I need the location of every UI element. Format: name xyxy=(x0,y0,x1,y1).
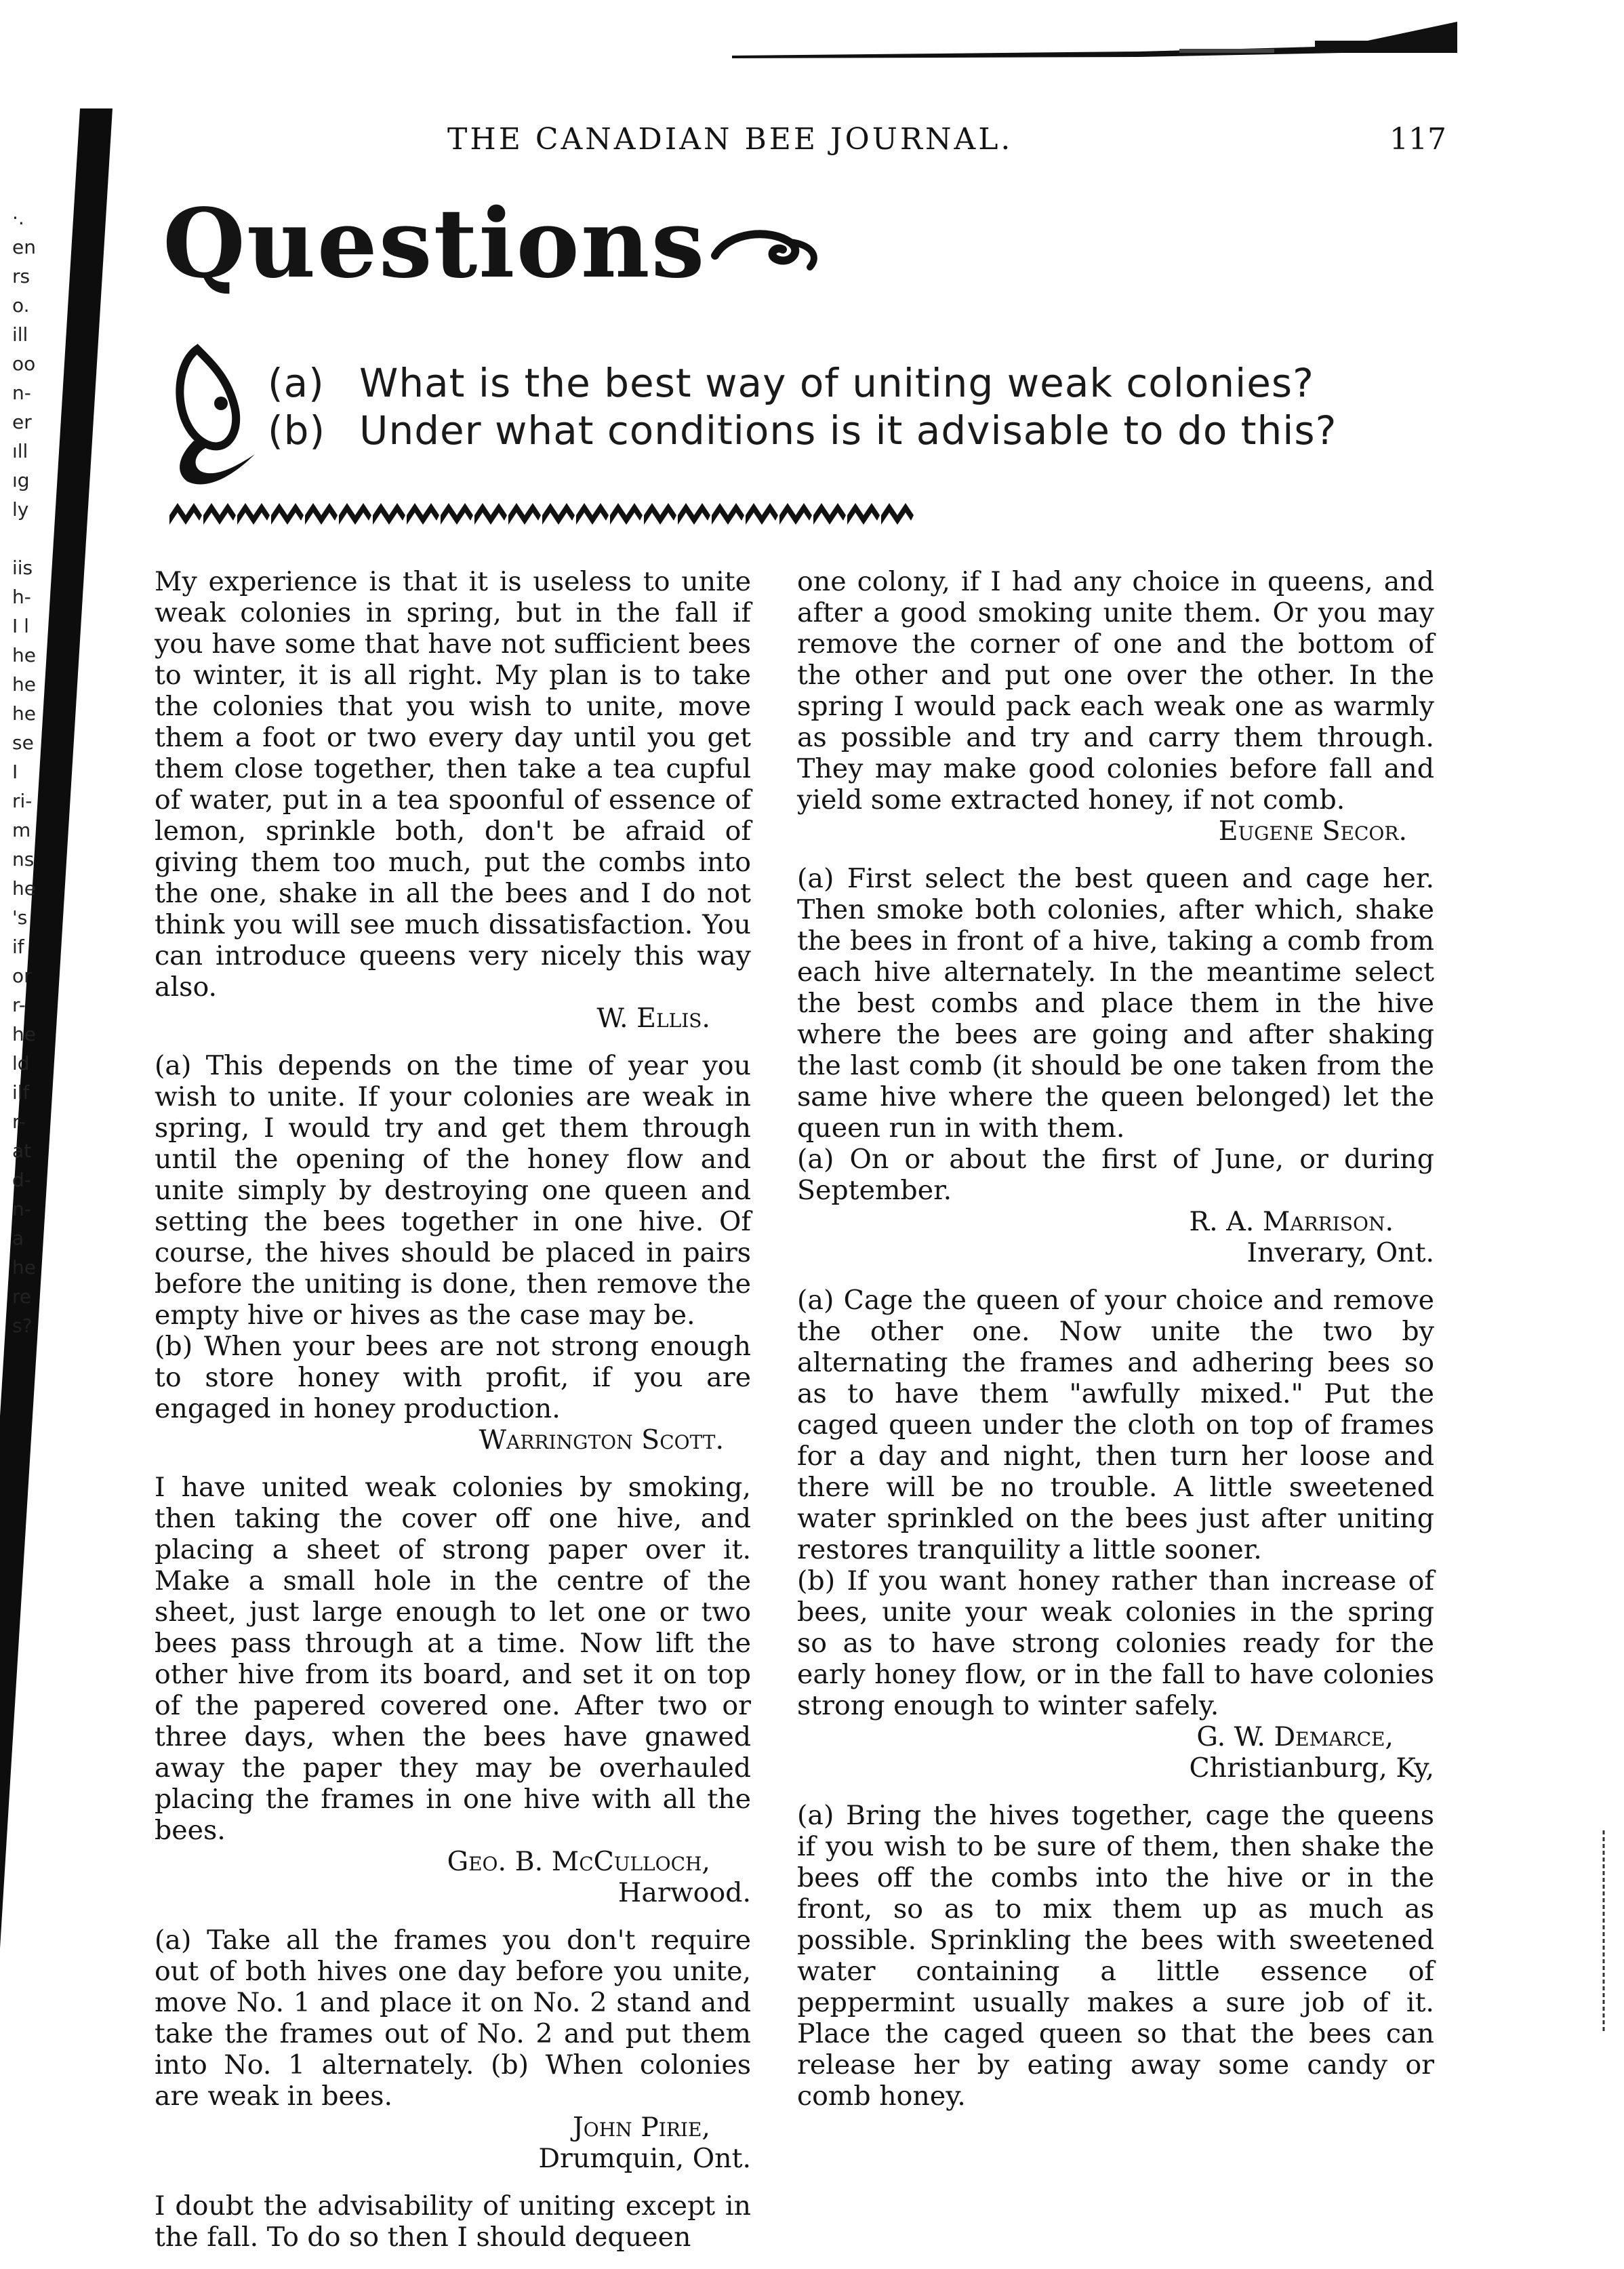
right-column xyxy=(797,566,1434,2128)
signature-mcculloch: Geo. B. McCulloch, xyxy=(447,1846,710,1877)
margin-fragment: ri- xyxy=(12,790,33,812)
margin-fragment: ilf xyxy=(12,1081,30,1104)
signature-ellis: W. Ellis. xyxy=(596,1003,710,1034)
margin-fragment: ns xyxy=(12,848,35,870)
margin-fragment: I xyxy=(12,761,18,783)
margin-fragment: n- xyxy=(12,382,31,404)
place-demarce: Christianburg, Ky, xyxy=(1189,1752,1434,1784)
signature-demarce: G. W. Demarce, xyxy=(1196,1721,1394,1752)
margin-fragments xyxy=(0,203,75,1356)
margin-fragment: a xyxy=(12,1227,24,1249)
margin-fragment: ill xyxy=(12,323,28,346)
margin-fragment: he xyxy=(12,1256,36,1279)
signature-pirie: John Pirie, xyxy=(572,2112,710,2143)
signature-scott: Warrington Scott. xyxy=(479,1424,724,1455)
margin-fragment: oo xyxy=(12,353,36,375)
place-pirie: Drumquin, Ont. xyxy=(538,2143,751,2174)
question-block xyxy=(268,359,1337,454)
place-mcculloch: Harwood. xyxy=(617,1877,751,1908)
signature-secor: Eugene Secor. xyxy=(1218,816,1407,847)
answer-scott-b: (b) When your bees are not strong enough to store honey with profit, if you are engaged in honey production. xyxy=(155,1331,751,1424)
margin-fragment: ıll xyxy=(12,440,28,462)
question-b xyxy=(268,407,1337,454)
answer-secor-cont: one colony, if I had any choice in queens, and after a good smoking unite them. Or you may remove the corner of one and the bottom of the other and put one over the other. In the spring I would pack each weak one as warmly as possible and try and carry them through. They may make good colonies before fall and yield some extracted honey, if not comb. xyxy=(797,566,1434,816)
margin-fragment: r- xyxy=(12,994,26,1016)
question-b-text: Under what conditions is it advisable to do this? xyxy=(359,407,1337,454)
margin-fragment: er xyxy=(12,411,32,433)
margin-fragment: he xyxy=(12,644,36,666)
scan-edge-marks xyxy=(1600,1830,1608,2034)
answer-demarce-b: (b) If you want honey rather than increase of bees, unite your weak colonies in the spring so as to have strong colonies ready for the early honey flow, or in the fall to have colonies strong enough to winter safely. xyxy=(797,1565,1434,1721)
margin-fragment: ıg xyxy=(12,469,30,491)
place-marrison: Inverary, Ont. xyxy=(1246,1237,1434,1268)
margin-fragment: at xyxy=(12,1140,32,1162)
answer-marrison-b: (a) On or about the first of June, or during September. xyxy=(797,1144,1434,1206)
margin-fragment: ly xyxy=(12,498,29,521)
margin-fragment: if xyxy=(12,936,24,958)
margin-fragment: ·. xyxy=(12,207,24,229)
answer-ellis: My experience is that it is useless to unite weak colonies in spring, but in the fall if you have some that have not sufficient bees to winter, it is all right. My plan is to take the colonies that you wish to unite, move them a foot or two every day until you get them close together, then take a tea cupful of water, put in a tea spoonful of essence of lemon, sprinkle both, don't be afraid of giving them too much, put the combs into the one, shake in all the bees and I do not think you will see much dissatisfaction. You can introduce queens very nicely this way also. xyxy=(155,566,751,1003)
margin-fragment xyxy=(0,524,75,553)
left-column xyxy=(155,566,751,2269)
running-head: THE CANADIAN BEE JOURNAL. xyxy=(447,122,1013,157)
curl-flourish-icon xyxy=(708,225,824,279)
answer-unsigned: (a) Bring the hives together, cage the queens if you wish to be sure of them, then shake the bees off the combs into the hive or in the front, so as to mix them up as much as possible. Sprinkling the bees with sweetened water containing a little essence of peppermint usually makes a sure job of it. Place the caged queen so that the bees can release her by eating away some candy or comb honey. xyxy=(797,1800,1434,2112)
zigzag-border-icon xyxy=(163,495,922,529)
margin-fragment: ld xyxy=(12,1052,30,1075)
question-b-tag: (b) xyxy=(268,407,326,454)
margin-fragment: or xyxy=(12,965,32,987)
margin-fragment: re xyxy=(12,1285,32,1308)
section-title-text: Questions xyxy=(163,188,706,300)
margin-fragment: he xyxy=(12,877,36,900)
answer-secor-start: I doubt the advisability of uniting except in the fall. To do so then I should dequeen xyxy=(155,2190,751,2253)
top-scan-rule xyxy=(732,22,1457,62)
margin-fragment: h- xyxy=(12,586,31,608)
margin-fragment: he xyxy=(12,673,36,696)
margin-fragment: n- xyxy=(12,1198,31,1220)
margin-fragment: r- xyxy=(12,1110,26,1133)
question-a xyxy=(268,359,1337,407)
margin-fragment: o. xyxy=(12,294,30,317)
answer-mcculloch: I have united weak colonies by smoking, then taking the cover off one hive, and placing a sheet of strong paper over it. Make a small hole in the centre of the sheet, just large enough to let one or two bees pass through at a time. Now lift the other hive from its board, and set it on top of the papered covered one. After two or three days, when the bees have gnawed away the paper they may be overhauled placing the frames in one hive with all the bees. xyxy=(155,1472,751,1846)
answer-pirie: (a) Take all the frames you don't require out of both hives one day before you unite, move No. 1 and place it on No. 2 stand and take the frames out of No. 2 and put them into No. 1 alternately. (b) When colonies are weak in bees. xyxy=(155,1925,751,2112)
margin-fragment: rs xyxy=(12,265,31,287)
answer-marrison: (a) First select the best queen and cage her. Then smoke both colonies, after which, shake the bees in front of a hive, taking a comb from each hive alternately. In the meantime select the best combs and place them in the hive where the bees are going and after shaking the last comb (it should be one taken from the same hive where the queen belonged) let the queen run in with them. xyxy=(797,863,1434,1144)
margin-fragment: I l xyxy=(12,615,29,637)
answer-demarce-a: (a) Cage the queen of your choice and remove the other one. Now unite the two by alternating the frames and adhering bees so as to have them "awfully mixed." Put the caged queen under the cloth on top of frames for a day and night, then turn her loose and there will be no trouble. A little sweetened water sprinkled on the bees just after uniting restores tranquility a little sooner. xyxy=(797,1285,1434,1565)
answer-scott-a: (a) This depends on the time of year you wish to unite. If your colonies are weak in spring, I would try and get them through until the opening of the honey flow and unite simply by destroying one queen and setting the bees together in one hive. Of course, the hives should be placed in pairs before the uniting is done, then remove the empty hive or hives as the case may be. xyxy=(155,1050,751,1331)
margin-fragment: 's xyxy=(12,906,28,929)
margin-fragment: m xyxy=(12,819,31,841)
decorative-q-initial xyxy=(160,339,262,488)
section-title xyxy=(163,188,824,300)
page-number: 117 xyxy=(1389,122,1446,157)
margin-fragment: s? xyxy=(12,1314,33,1337)
question-a-tag: (a) xyxy=(268,360,325,406)
margin-fragment: se xyxy=(12,731,34,754)
signature-marrison: R. A. Marrison. xyxy=(1189,1206,1394,1237)
margin-fragment: he xyxy=(12,702,36,725)
margin-fragment: d- xyxy=(12,1169,31,1191)
question-a-text: What is the best way of uniting weak colonies? xyxy=(359,360,1314,406)
margin-fragment: he xyxy=(12,1023,36,1045)
margin-fragment: iis xyxy=(12,557,33,579)
margin-fragment: en xyxy=(12,236,36,258)
